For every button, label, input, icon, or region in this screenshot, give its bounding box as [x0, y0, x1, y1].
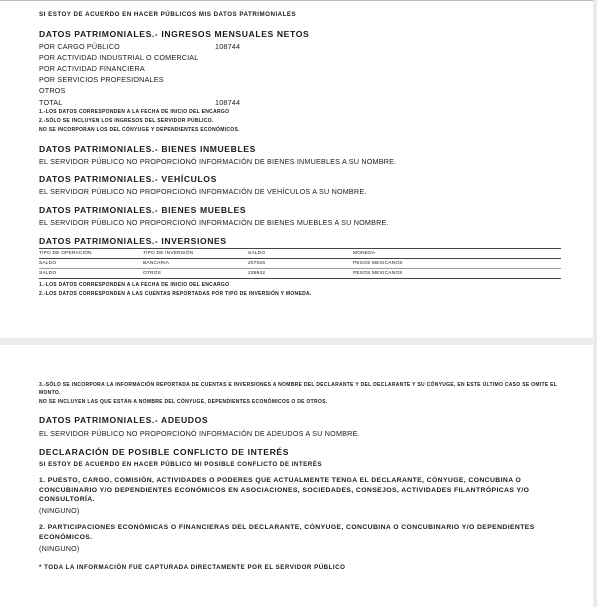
table-cell: BANCARIA [143, 261, 170, 266]
adeudos-heading: DATOS PATRIMONIALES.- ADEUDOS [39, 415, 209, 425]
table-rule [39, 268, 561, 269]
table-rule [39, 278, 561, 279]
table-rule [39, 258, 561, 259]
column-header: TIPO DE OPERACIÓN [39, 251, 92, 256]
footnote: 1.-LOS DATOS CORRESPONDEN A LA FECHA DE INICIO DEL ENCARGO [39, 109, 230, 115]
ingresos-label: TOTAL [39, 98, 63, 107]
footnote: NO SE INCORPORAN LOS DEL CÓNYUGE Y DEPENDIENTES ECONÓMICOS. [39, 127, 240, 133]
ingresos-value: 108744 [215, 98, 241, 107]
vehiculos-text: EL SERVIDOR PÚBLICO NO PROPORCIONÓ INFORMACIÓN DE VEHÍCULOS A SU NOMBRE. [39, 187, 367, 196]
muebles-heading: DATOS PATRIMONIALES.- BIENES MUEBLES [39, 205, 247, 215]
table-cell: PESOS MEXICANOS [353, 271, 403, 276]
document-page-2 [0, 345, 593, 607]
table-cell: SALDO [39, 271, 57, 276]
footnote: MONTO. [39, 390, 61, 396]
footnote: NO SE INCLUYEN LAS QUE ESTÁN A NOMBRE DEL CÓNYUGE, DEPENDIENTES ECONÓMICOS O DE OTROS. [39, 399, 328, 405]
footnote: 2.-SÓLO SE INCLUYEN LOS INGRESOS DEL SERVIDOR PÚBLICO. [39, 118, 214, 124]
table-rule [39, 248, 561, 249]
question-2: 2. PARTICIPACIONES ECONÓMICAS O FINANCIERAS DEL DECLARANTE, CÓNYUGE, CONCUBINA O CONCUBINARIO Y/O DEPENDIENTES [39, 524, 535, 531]
answer-2: (NINGUNO) [39, 544, 80, 553]
consent-statement: SI ESTOY DE ACUERDO EN HACER PÚBLICOS MIS DATOS PATRIMONIALES [39, 11, 297, 18]
vehiculos-heading: DATOS PATRIMONIALES.- VEHÍCULOS [39, 174, 217, 184]
ingresos-label: POR ACTIVIDAD FINANCIERA [39, 64, 145, 73]
table-cell: 239942 [248, 271, 266, 276]
column-header: TIPO DE INVERSIÓN [143, 251, 194, 256]
inmuebles-heading: DATOS PATRIMONIALES.- BIENES INMUEBLES [39, 144, 256, 154]
ingresos-label: POR ACTIVIDAD INDUSTRIAL O COMERCIAL [39, 53, 199, 62]
ingresos-heading: DATOS PATRIMONIALES.- INGRESOS MENSUALES NETOS [39, 29, 310, 39]
ingresos-value: 108744 [215, 42, 241, 51]
conflicto-consent: SI ESTOY DE ACUERDO EN HACER PÚBLICO MI POSIBLE CONFLICTO DE INTERÉS [39, 461, 323, 468]
table-cell: SALDO [39, 261, 57, 266]
footnote: 2.-LOS DATOS CORRESPONDEN A LAS CUENTAS REPORTADAS POR TIPO DE INVERSIÓN Y MONEDA. [39, 291, 312, 297]
conflicto-heading: DECLARACIÓN DE POSIBLE CONFLICTO DE INTERÉS [39, 447, 290, 457]
question-2: ECONÓMICOS. [39, 534, 93, 541]
ingresos-label: POR CARGO PÚBLICO [39, 42, 120, 51]
table-cell: PESOS MEXICANOS [353, 261, 403, 266]
column-header: SALDO [248, 251, 266, 256]
table-cell: OTROS [143, 271, 162, 276]
column-header: MONEDA [353, 251, 376, 256]
table-cell: 207026 [248, 261, 266, 266]
adeudos-text: EL SERVIDOR PÚBLICO NO PROPORCIONÓ INFORMACIÓN DE ADEUDOS A SU NOMBRE. [39, 429, 360, 438]
question-1: CONCUBINARIO Y/O DEPENDIENTES ECONÓMICOS EN ASOCIACIONES, SOCIEDADES, CONSEJOS, ACTIVIDADES FILANTRÓPICAS Y/O [39, 487, 530, 494]
ingresos-label: OTROS [39, 86, 66, 95]
question-1: CONSULTORÍA. [39, 496, 95, 503]
ingresos-label: POR SERVICIOS PROFESIONALES [39, 75, 164, 84]
muebles-text: EL SERVIDOR PÚBLICO NO PROPORCIONÓ INFORMACIÓN DE BIENES MUEBLES A SU NOMBRE. [39, 218, 389, 227]
inversiones-heading: DATOS PATRIMONIALES.- INVERSIONES [39, 236, 227, 246]
footer-note: * TODA LA INFORMACIÓN FUE CAPTURADA DIRECTAMENTE POR EL SERVIDOR PÚBLICO [39, 564, 346, 571]
answer-1: (NINGUNO) [39, 506, 80, 515]
footnote: 1.-LOS DATOS CORRESPONDEN A LA FECHA DE INICIO DEL ENCARGO [39, 282, 230, 288]
question-1: 1. PUESTO, CARGO, COMISIÓN, ACTIVIDADES O PODERES QUE ACTUALMENTE TENGA EL DECLARANTE, CÓNYUGE, CONCUBINA O [39, 477, 522, 484]
footnote: 3.-SÓLO SE INCORPORA LA INFORMACIÓN REPORTADA DE CUENTAS E INVERSIONES A NOMBRE DEL DECLARANTE Y DEL DECLARANTE Y SU CÓNYUGE, EN ESTE ÚLTIMO CASO SE OMITE EL [39, 382, 558, 388]
inmuebles-text: EL SERVIDOR PÚBLICO NO PROPORCIONÓ INFORMACIÓN DE BIENES INMUEBLES A SU NOMBRE. [39, 157, 397, 166]
